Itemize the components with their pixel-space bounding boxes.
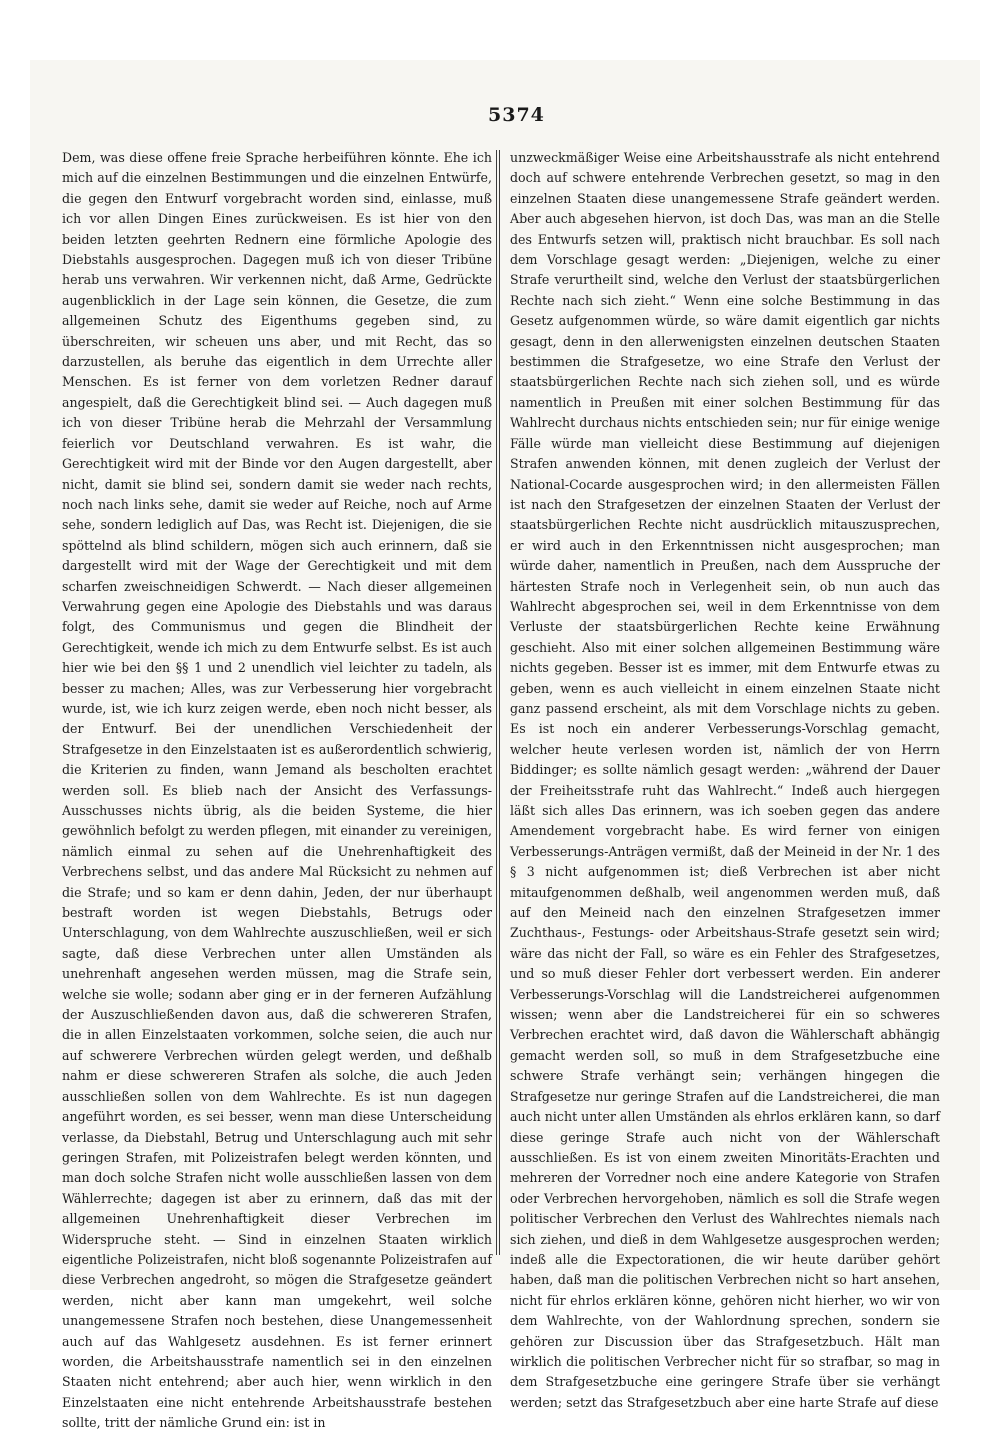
left-column bbox=[62, 148, 492, 1431]
left-column-text: Dem, was diese offene freie Sprache herbeiführen könnte. Ehe ich mich auf die einzelnen Bestimmungen und die einzelnen Entwürfe, die gegen den Entwurf vorgebracht worden sind, einlasse, muß ich vor allen Dingen Eines zurückweisen. Es ist hier von den beiden letzten geehrten Rednern eine förmliche Apologie des Diebstahls ausgesprochen. Dagegen muß ich von dieser Tribüne herab uns verwahren. Wir verkennen nicht, daß Arme, Gedrückte augenblicklich in der Lage sein können, die Gesetze, die zum allgemeinen Schutz des Eigenthums gegeben sind, zu überschreiten, wir scheuen uns aber, und mit Recht, das so darzustellen, als beruhe das eigentlich in dem Urrechte aller Menschen. Es ist ferner von dem vorletzen Redner darauf angespielt, daß die Gerechtigkeit blind sei. — Auch dagegen muß ich von dieser Tribüne herab die Mehrzahl der Versammlung feierlich vor Deutschland verwahren. Es ist wahr, die Gerechtigkeit wird mit der Binde vor den Augen dargestellt, aber nicht, damit sie blind sei, sondern damit sie weder nach rechts, noch nach links sehe, damit sie weder auf Reiche, noch auf Arme sehe, sondern lediglich auf Das, was Recht ist. Diejenigen, die sie spöttelnd als blind schildern, mögen sich auch erinnern, daß sie dargestellt wird mit der Wage der Gerechtigkeit und mit dem scharfen zweischneidigen Schwerdt. — Nach dieser allgemeinen Verwahrung gegen eine Apologie des Diebstahls und was daraus folgt, des Communismus und gegen die Blindheit der Gerechtigkeit, wende ich mich zu dem Entwurfe selbst. Es ist auch hier wie bei den §§ 1 und 2 unendlich viel leichter zu tadeln, als besser zu machen; Alles, was zur Verbesserung hier vorgebracht wurde, ist, wie ich kurz zeigen werde, eben noch nicht besser, als der Entwurf. Bei der unendlichen Verschiedenheit der Strafgesetze in den Einzelstaaten ist es außerordentlich schwierig, die Kriterien zu finden, wann Jemand als bescholten erachtet werden soll. Es blieb nach der Ansicht des Verfassungs-Ausschusses nichts übrig, als die beiden Systeme, die hier gewöhnlich befolgt zu werden pflegen, mit einander zu vereinigen, nämlich einmal zu sehen auf die Unehrenhaftigkeit des Verbrechens selbst, und das andere Mal Rücksicht zu nehmen auf die Strafe; und so kam er denn dahin, Jeden, der nur überhaupt bestraft worden ist wegen Diebstahls, Betrugs oder Unterschlagung, von dem Wahlrechte auszuschließen, weil er sich sagte, daß diese Verbrechen unter allen Umständen als unehrenhaft angesehen werden müssen, mag die Strafe sein, welche sie wolle; sodann aber ging er in der ferneren Aufzählung der Auszuschließenden davon aus, daß die schwereren Strafen, die in allen Einzelstaaten vorkommen, solche seien, die auch nur auf schwerere Verbrechen würden gelegt werden, und deßhalb nahm er diese schwereren Strafen als solche, die auch Jeden ausschließen sollen von dem Wahlrechte. Es ist nun dagegen angeführt worden, es sei besser, wenn man diese Unterscheidung verlasse, da Diebstahl, Betrug und Unterschlagung auch mit sehr geringen Strafen, mit Polizeistrafen belegt werden könnten, und man doch solche Strafen nicht wolle ausschließen lassen von dem Wählerrechte; dagegen ist aber zu erinnern, daß das mit der allgemeinen Unehrenhaftigkeit dieser Verbrechen im Widerspruche steht. — Sind in einzelnen Staaten wirklich eigentliche Polizeistrafen, nicht bloß sogenannte Polizeistrafen auf diese Verbrechen angedroht, so mögen die Strafgesetze geändert werden, nicht aber kann man umgekehrt, weil solche unangemessene Strafen noch bestehen, diese Unangemessenheit auch auf das Wahlgesetz ausdehnen. Es ist ferner erinnert worden, die Arbeitshausstrafe namentlich sei in den einzelnen Staaten nicht entehrend; aber auch hier, wenn wirklich in den Einzelstaaten eine nicht entehrende Arbeitshausstrafe bestehen sollte, tritt der nämliche Grund ein: ist in bbox=[62, 150, 492, 1431]
page-number: 5374 bbox=[488, 104, 545, 126]
column-divider bbox=[499, 150, 500, 1255]
right-column-text: unzweckmäßiger Weise eine Arbeitshausstrafe als nicht entehrend doch auf schwere entehrende Verbrechen gesetzt, so mag in den einzelnen Staaten diese unangemessene Strafe geändert werden. Aber auch abgesehen hiervon, ist doch Das, was man an die Stelle des Entwurfs setzen will, praktisch nicht brauchbar. Es soll nach dem Vorschlage gesagt werden: „Diejenigen, welche zu einer Strafe verurtheilt sind, welche den Verlust der staatsbürgerlichen Rechte nach sich zieht.“ Wenn eine solche Bestimmung in das Gesetz aufgenommen würde, so wäre damit eigentlich gar nichts gesagt, denn in den allerwenigsten einzelnen deutschen Staaten bestimmen die Strafgesetze, wo eine Strafe den Verlust der staatsbürgerlichen Rechte nach sich ziehen soll, und es würde namentlich in Preußen mit einer solchen Bestimmung für das Wahlrecht durchaus nichts entschieden sein; nur für einige wenige Fälle würde man vielleicht diese Bestimmung auf diejenigen Strafen anwenden können, mit denen zugleich der Verlust der National-Cocarde ausgesprochen wird; in den allermeisten Fällen ist nach den Strafgesetzen der einzelnen Staaten der Verlust der staatsbürgerlichen Rechte nicht ausdrücklich mitauszusprechen, er wird auch in den Erkenntnissen nicht ausgesprochen; man würde daher, namentlich in Preußen, nach dem Ausspruche der härtesten Strafe noch in Verlegenheit sein, ob nun auch das Wahlrecht abgesprochen sei, weil in dem Erkenntnisse von dem Verluste der staatsbürgerlichen Rechte keine Erwähnung geschieht. Also mit einer solchen allgemeinen Bestimmung wäre nichts gegeben. Besser ist es immer, mit dem Entwurfe etwas zu geben, wenn es auch vielleicht in einem einzelnen Staate nicht ganz passend erscheint, als mit dem Vorschlage nichts zu geben. Es ist noch ein anderer Verbesserungs-Vorschlag gemacht, welcher heute verlesen worden ist, nämlich der von Herrn Biddinger; es sollte nämlich gesagt werden: „während der Dauer der Freiheitsstrafe ruht das Wahlrecht.“ Indeß auch hiergegen läßt sich alles Das erinnern, was ich soeben gegen das andere Amendement vorgebracht habe. Es wird ferner von einigen Verbesserungs-Anträgen vermißt, daß der Meineid in der Nr. 1 des § 3 nicht aufgenommen ist; dieß Verbrechen ist aber nicht mitaufgenommen deßhalb, weil angenommen werden muß, daß auf den Meineid nach den einzelnen Strafgesetzen immer Zuchthaus-, Festungs- oder Arbeitshaus-Strafe gesetzt sein wird; wäre das nicht der Fall, so wäre es ein Fehler des Strafgesetzes, und so muß dieser Fehler dort verbessert werden. Ein anderer Verbesserungs-Vorschlag will die Landstreicherei aufgenommen wissen; wenn aber die Landstreicherei für ein so schweres Verbrechen erachtet wird, daß davon die Wählerschaft abhängig gemacht werden soll, so muß in dem Strafgesetzbuche eine schwere Strafe verhängt sein; verhängen hingegen die Strafgesetze nur geringe Strafen auf die Landstreicherei, die man auch nicht unter allen Umständen als ehrlos erklären kann, so darf diese geringe Strafe auch nicht von der Wählerschaft ausschließen. Es ist von einem zweiten Minoritäts-Erachten und mehreren der Vorredner noch eine andere Kategorie von Strafen oder Verbrechen hervorgehoben, nämlich es soll die Strafe wegen politischer Verbrechen den Verlust des Wahlrechtes niemals nach sich ziehen, und dieß in dem Wahlgesetze ausgesprochen werden; indeß alle die Expectorationen, die wir heute darüber gehört haben, daß man die politischen Verbrechen nicht so hart ansehen, nicht für ehrlos erklären könne, gehören nicht hierher, wo wir von dem Wahlrechte, von der Wahlordnung sprechen, sondern sie gehören zur Discussion über das Strafgesetzbuch. Hält man wirklich die politischen Verbrecher nicht für so strafbar, so mag in dem Strafgesetzbuche eine geringere Strafe über sie verhängt werden; setzt das Strafgesetzbuch aber eine harte Strafe auf diese bbox=[510, 150, 940, 1410]
right-column bbox=[510, 148, 940, 1410]
column-divider bbox=[496, 150, 497, 1255]
